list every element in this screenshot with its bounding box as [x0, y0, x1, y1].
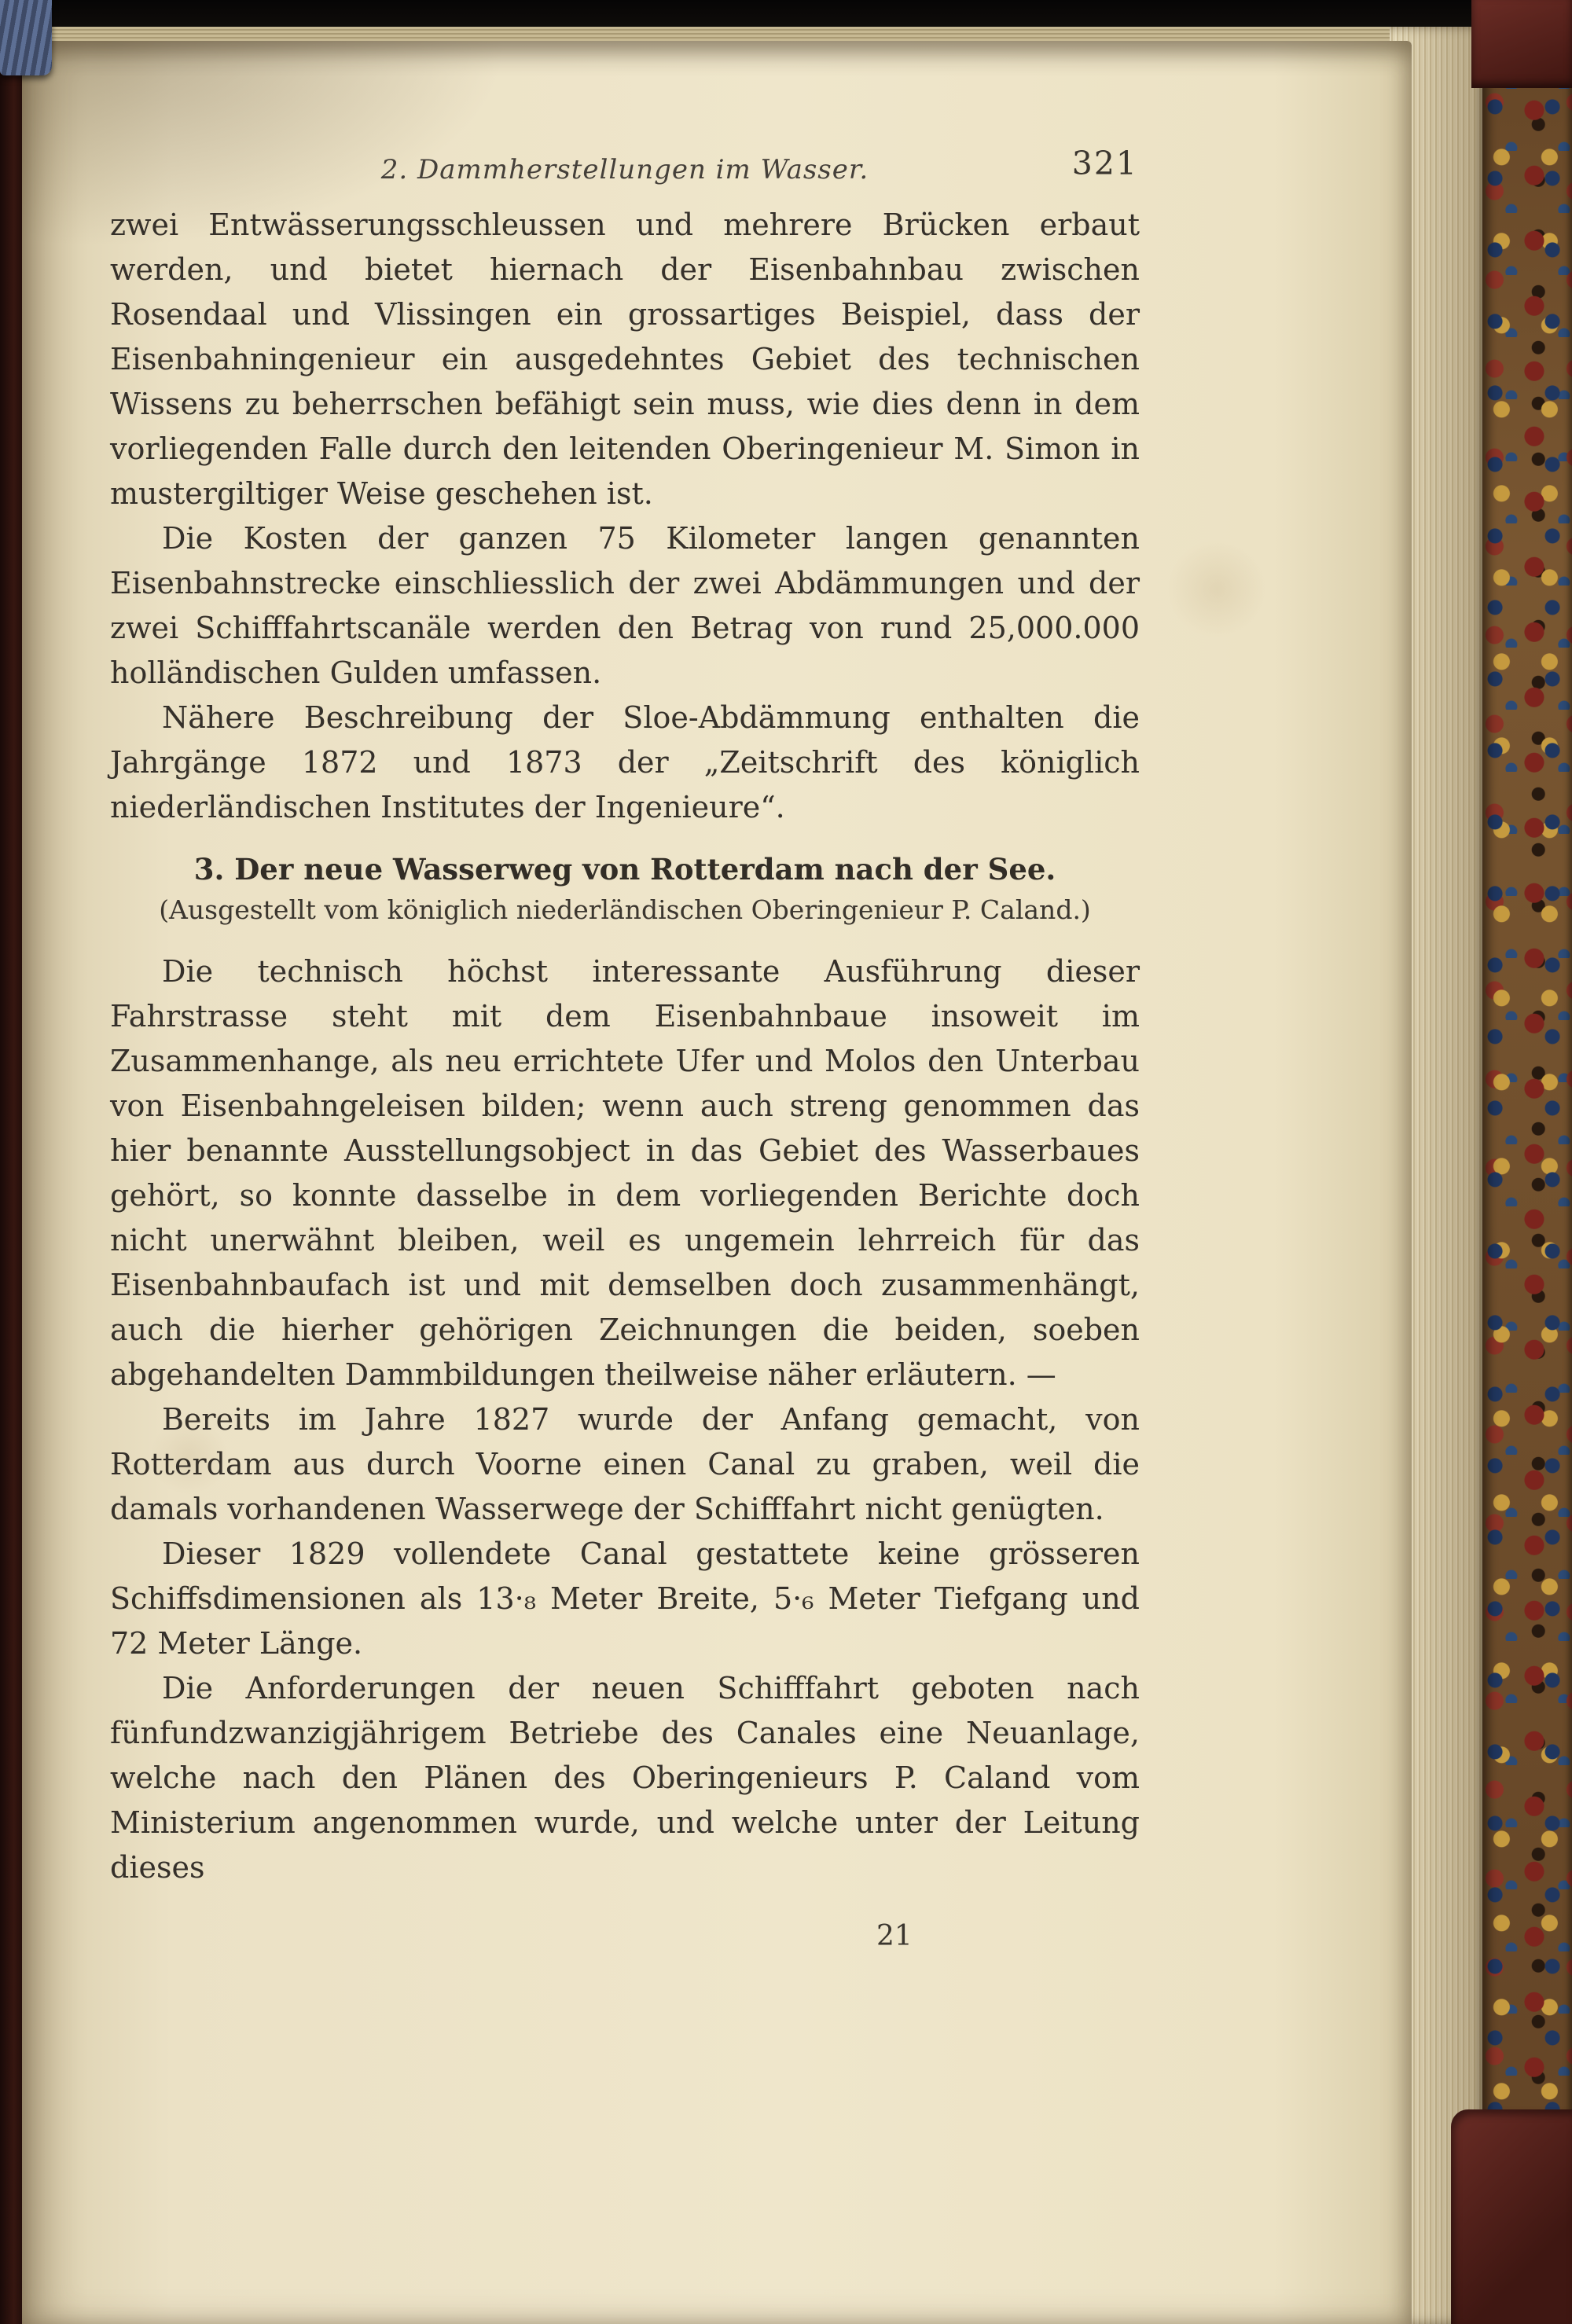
page-top-edges — [22, 27, 1412, 42]
page-number: 321 — [1071, 145, 1138, 182]
body-paragraph: Die technisch höchst interessante Ausführung dieser Fahrstrasse steht mit dem Eisenbahnbaue insoweit im Zusammenhange, als neu errichtete Ufer und Molos den Unterbau von Eisenbahngeleisen bilden; wenn auch streng genommen das hier benannte Ausstellungsobject in das Gebiet des Wasserbaues gehört, so konnte dasselbe in dem vorliegenden Berichte doch nicht unerwähnt bleiben, weil es ungemein lehrreich für das Eisenbahnbaufach ist und mit demselben doch zusammenhängt, auch die hierher gehörigen Zeichnungen die beiden, soeben abgehandelten Dammbildungen theilweise näher erläutern. — — [110, 954, 1140, 1392]
body-paragraph: Bereits im Jahre 1827 wurde der Anfang gemacht, von Rotterdam aus durch Voorne einen Canal zu graben, weil die damals vorhandenen Wasserwege der Schifffahrt nicht genügten. — [110, 1402, 1140, 1526]
page-content — [110, 146, 1140, 1959]
running-title: 2. Dammherstellungen im Wasser. — [380, 154, 869, 185]
body-paragraph: Die Kosten der ganzen 75 Kilometer langen genannten Eisenbahnstrecke einschliesslich der zwei Abdämmungen und der zwei Schifffahrtscanäle werden den Betrag von rund 25,000.000 holländischen Gulden umfassen. — [110, 521, 1140, 690]
blue-headband-cloth — [0, 0, 52, 75]
page-header — [110, 145, 1140, 185]
marbled-cover-edge — [1482, 27, 1572, 2117]
cover-leather-bottom-corner — [1451, 2109, 1572, 2324]
body-paragraph: Dieser 1829 vollendete Canal gestattete keine grösseren Schiffsdimensionen als 13·₈ Meter Breite, 5·₆ Meter Tiefgang und 72 Meter Länge. — [110, 1536, 1140, 1661]
book-page — [22, 41, 1412, 2324]
cover-leather-top-corner — [1471, 0, 1572, 88]
section-subtitle: (Ausgestellt vom königlich niederländischen Oberingenieur P. Caland.) — [159, 894, 1091, 925]
body-paragraph: Nähere Beschreibung der Sloe-Abdämmung enthalten die Jahrgänge 1872 und 1873 der „Zeitschrift des königlich niederländischen Institutes der Ingenieure“. — [110, 700, 1140, 824]
body-paragraph: zwei Entwässerungsschleussen und mehrere Brücken erbaut werden, und bietet hiernach der Eisenbahnbau zwischen Rosendaal und Vlissingen ein grossartiges Beispiel, dass der Eisenbahningenieur ein ausgedehntes Gebiet des technischen Wissens zu beherrschen befähigt sein muss, wie dies denn in dem vorliegenden Falle durch den leitenden Oberingenieur M. Simon in mustergiltiger Weise geschehen ist. — [110, 207, 1140, 511]
signature-mark: 21 — [876, 1920, 913, 1952]
body-paragraph: Die Anforderungen der neuen Schifffahrt geboten nach fünfundzwanzigjährigem Betriebe des Canales eine Neuanlage, welche nach den Plänen des Oberingenieurs P. Caland vom Ministerium angenommen wurde, und welche unter der Leitung dieses — [110, 1671, 1140, 1885]
section-heading: 3. Der neue Wasserweg von Rotterdam nach der See. — [193, 852, 1056, 887]
